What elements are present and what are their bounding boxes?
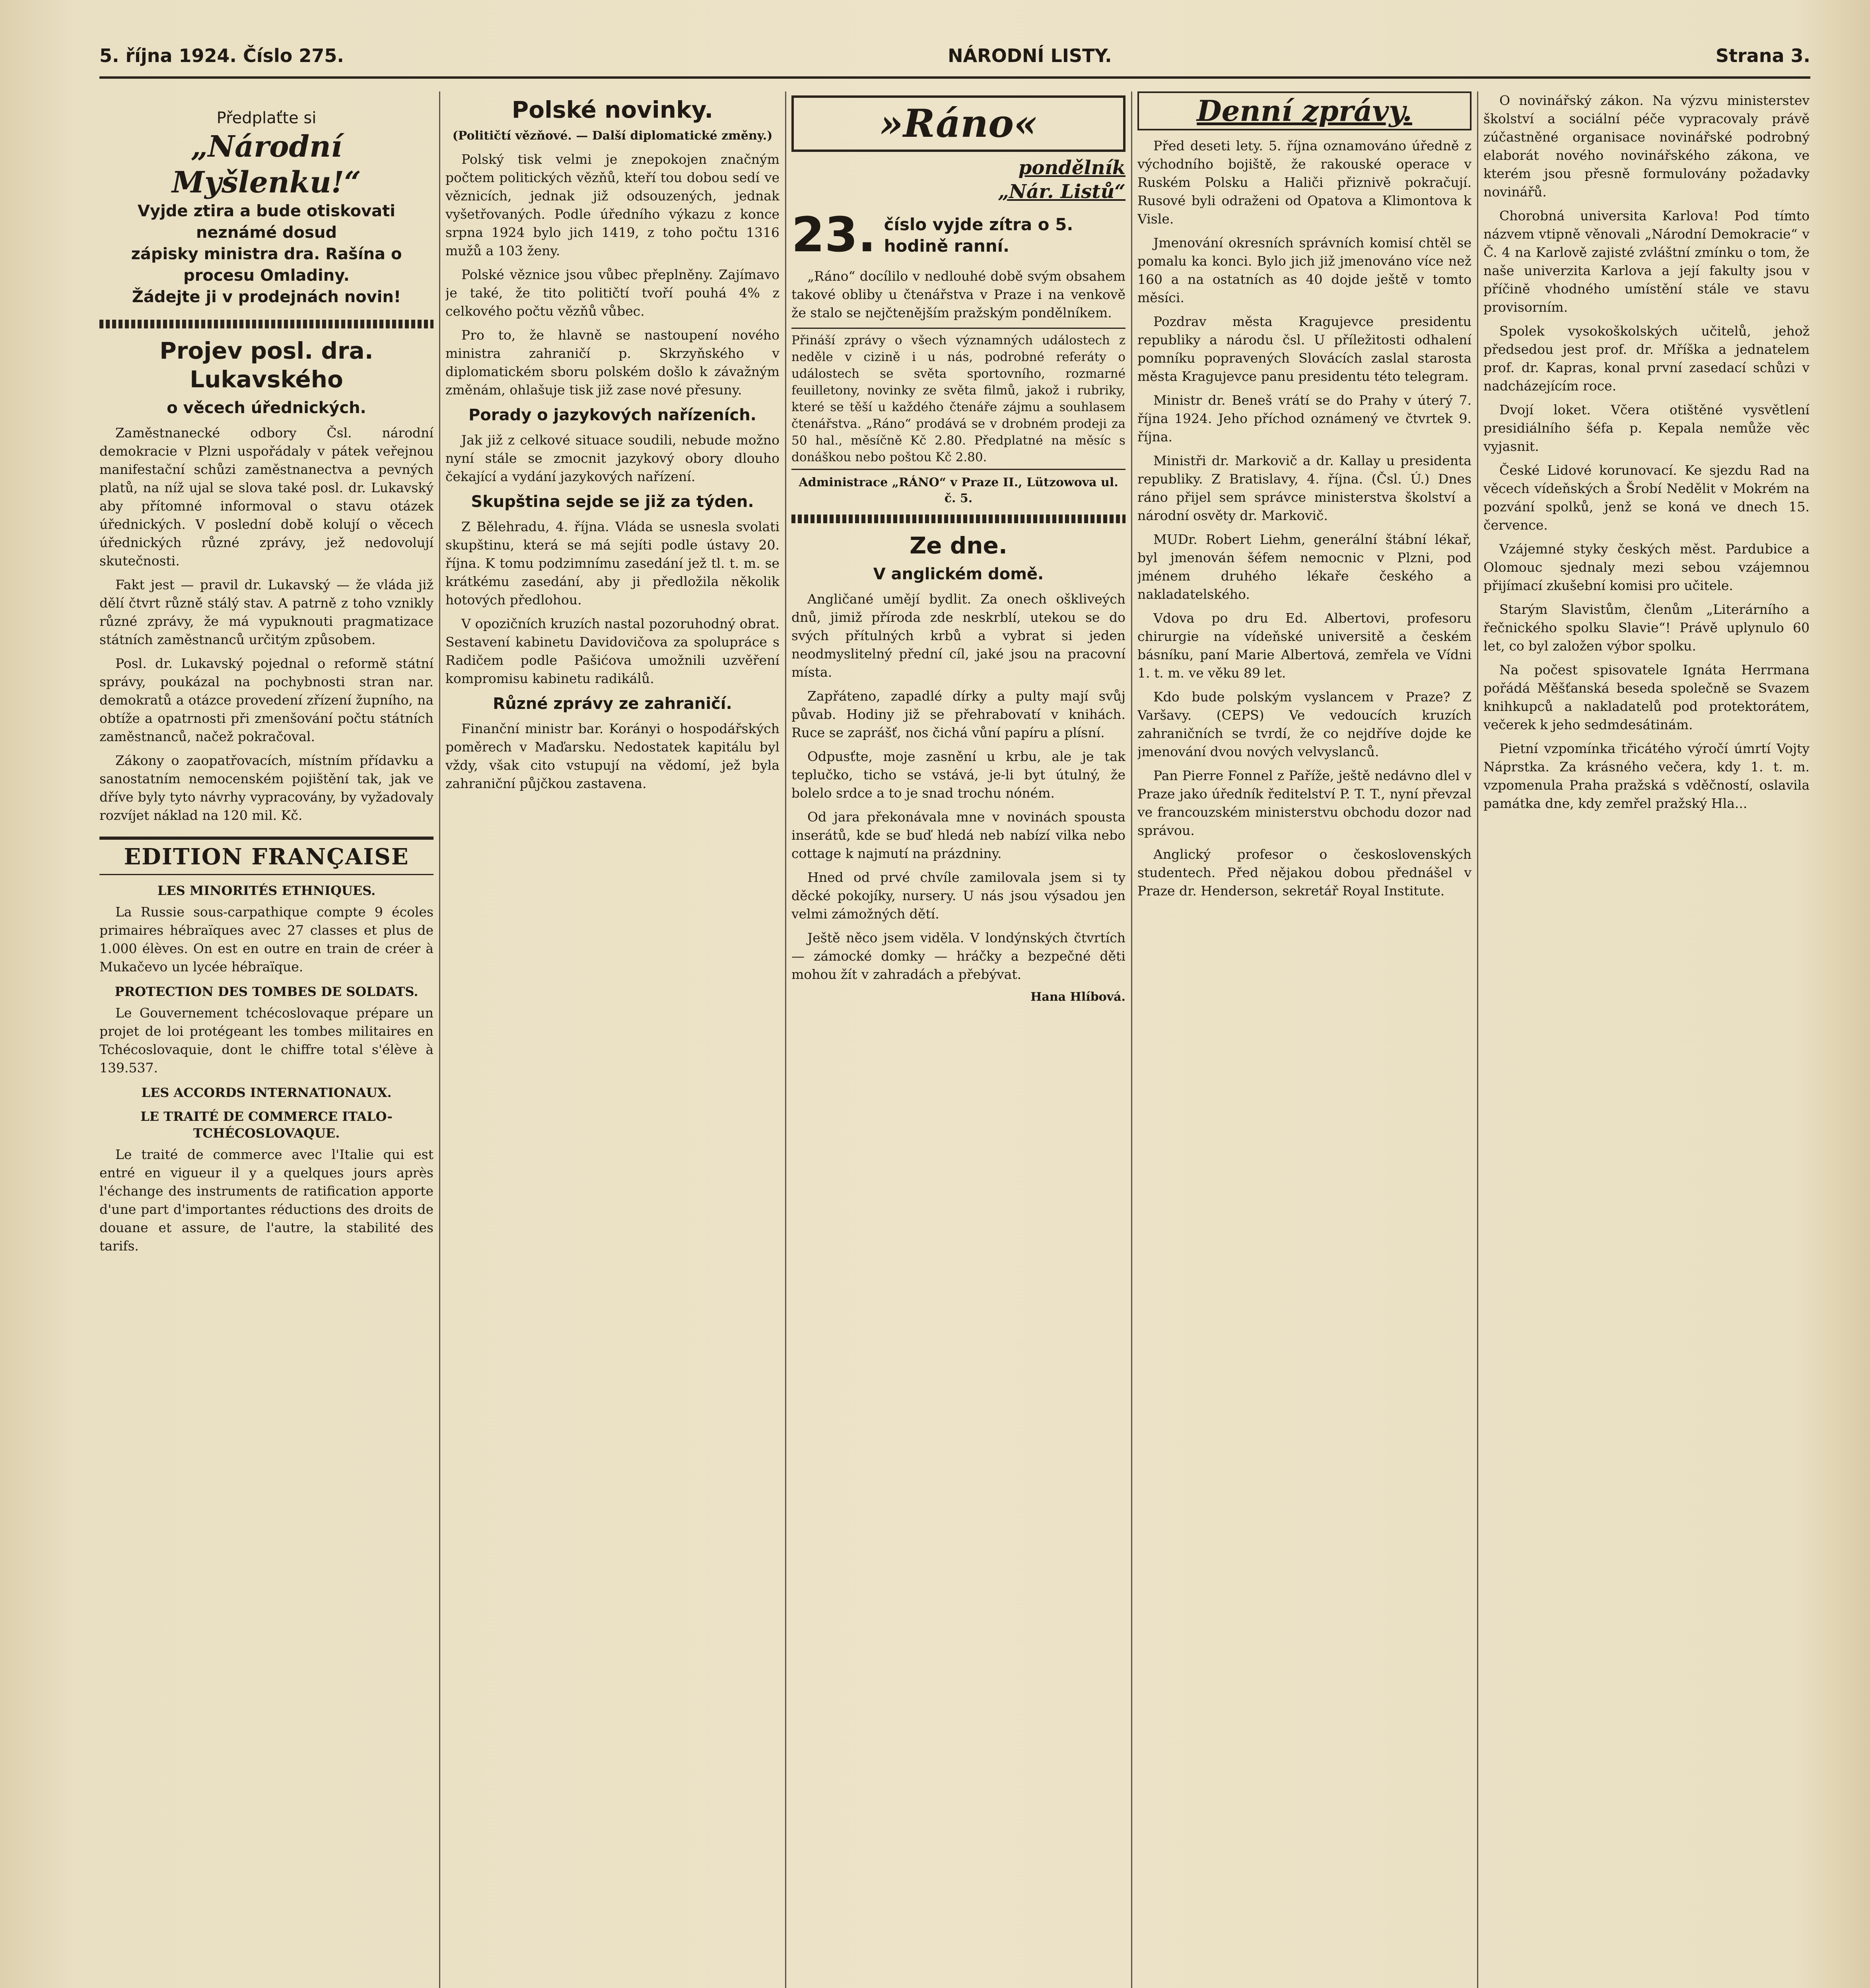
news-item: Vdova po dru Ed. Albertovi, profesoru chirurgie na vídeňské universitě a českém básníku, paní Marie Albertová, zemřela ve Vídni 1. t. m. ve věku 89 let. [1137, 610, 1472, 681]
column-3 [791, 91, 1125, 1011]
column-divider [1131, 91, 1132, 1988]
french-paragraph: Le traité de commerce avec l'Italie qui est entré en vigueur il y a quelques jours après l'échange des instruments de ratification apporte d'une part d'importantes réductions des droits de douane et assure, de l'autre, la stabilité des tarifs. [99, 1147, 433, 1254]
article-paragraph: Polský tisk velmi je znepokojen značným počtem politických vězňů, kteří tou dobou sedí ve věznicích, jednak již odsouzených, jednak vyšetřovaných. Podle úředního výkazu z konce srpna 1924 bylo jich 1419, z toho počtu 1316 mužů a 103 ženy. [445, 151, 779, 258]
article-signature: Hana Hlíbová. [1030, 990, 1125, 1004]
rano-administration: Administrace „RÁNO“ v Praze II., Lützowova ul. č. 5. [799, 476, 1118, 505]
french-subheading: PROTECTION DES TOMBES DE SOLDATS. [115, 984, 418, 999]
article-paragraph: Hned od prvé chvíle zamilovala jsem si ty děcké pokojíky, nursery. U nás jsou výsadou jen velmi zámožných dětí. [791, 870, 1125, 922]
french-subheading: LES ACCORDS INTERNATIONAUX. [141, 1085, 392, 1100]
issue-date: 5. října 1924. Číslo 275. [99, 45, 344, 66]
column-5 [1483, 91, 1810, 818]
article-paragraph: Fakt jest — pravil dr. Lukavský — že vláda již dělí čtvrt různě stálý stav. A patrně z toho vznikly různé zprávy, že má vypuknouti pragmatizace státních zaměstnanců určitým způsobem. [99, 577, 433, 647]
french-paragraph: La Russie sous-carpathique compte 9 écoles primaires hébraïques avec 27 classes et plus de 1.000 élèves. On est en outre en train de créer à Mukačevo un lycée hébraïque. [99, 904, 433, 975]
rano-subtitle: pondělník [1018, 157, 1125, 179]
rano-subtitle: „Nár. Listů“ [998, 181, 1125, 203]
article-paragraph: V opozičních kruzích nastal pozoruhodný obrat. Sestavení kabinetu Davidovičova za spolupráce s Radičem podle Pašićova umožnili uzvěření kompromisu kabinetu radikálů. [445, 616, 779, 686]
news-item: Pietní vzpomínka třicátého výročí úmrtí Vojty Náprstka. Za krásného večera, kdy 1. t. m. vzpomenula Praha pražská s vděčností, oslavila památka dne, kdy zemřel pražský Hla... [1483, 741, 1810, 811]
article-headline: Různé zprávy ze zahraničí. [493, 695, 732, 713]
article-subhead: V anglickém domě. [873, 565, 1044, 583]
news-item: Pozdrav města Kragujevce presidentu republiky a národu čsl. U příležitosti odhalení pomníku popravených Slovácích zaslal starosta města Kragujevce panu presidentu této telegram. [1137, 314, 1472, 384]
ad-line: Žádejte ji v prodejnách novin! [132, 288, 401, 306]
article-headline: Ze dne. [910, 532, 1007, 559]
article-paragraph: Z Bělehradu, 4. října. Vláda se usnesla svolati skupštinu, která se má sejíti podle ústavy 20. října. K tomu podzimnímu zasedání jež tl. t. m. se krátkému zasedání, aby ji předložila několik hotových předlohou. [445, 519, 779, 608]
news-item: Dvojí loket. Včera otištěné vysvětlení presidiálního šéfa p. Kepala nemůže věc vyjasnit. [1483, 402, 1810, 454]
section-divider [791, 514, 1125, 523]
rano-info-box [791, 328, 1125, 470]
news-item: Pan Pierre Fonnel z Paříže, ještě nedávno dlel v Praze jako úředník ředitelství P. T. T., nyní převzal ve francouzském ministerstvu obchodu dozor nad správou. [1137, 768, 1472, 838]
column-divider [1477, 91, 1478, 1988]
article-paragraph: Odpusťte, moje zasnění u krbu, ale je tak teplučko, ticho se vstává, je-li byt útulný, že bolelo srdce a to je snad trochu nóném. [791, 749, 1125, 801]
column-divider [785, 91, 786, 1988]
article-paragraph: Polské věznice jsou vůbec přeplněny. Zajímavo je také, že tito političtí tvoří pouhá 4% z celkového počtu vězňů vůbec. [445, 267, 779, 319]
news-item: Spolek vysokoškolských učitelů, jehož předsedou jest prof. dr. Mříška a jednatelem prof. dr. Kapras, konal první zasedací schůzi v nadcházejícím roce. [1483, 323, 1810, 394]
article-paragraph: „Ráno“ docílilo v nedlouhé době svým obsahem takové obliby u čtenářstva v Praze i na venkově že stalo se nejčtenějším pražským pondělníkem. [791, 268, 1125, 320]
news-item: MUDr. Robert Liehm, generální štábní lékař, byl jmenován šéfem nemocnic v Plzni, pod jménem druhého lékaře českého a nakladatelského. [1137, 532, 1472, 602]
article-paragraph: Posl. dr. Lukavský pojednal o reformě státní správy, poukázal na pochybnosti stran nar. demokratů a otázce provedení zřízení župního, na obtíže a opatrnosti při zmenšování počtu státních zaměstnanců, načež pokračoval. [99, 656, 433, 744]
column-2 [445, 91, 779, 798]
news-item: Chorobná universita Karlova! Pod tímto názvem vtipně věnovali „Národní Demokracie“ v Č. 4 na Karlově zajisté zvláštní zmínku o tom, že naše univerzita Karlova a její fakulty jsou v příčině vhodného umístění stále ve stavu provisorním. [1483, 208, 1810, 315]
news-item: Na počest spisovatele Ignáta Herrmana pořádá Měšťanská beseda společně se Svazem knihkupců a nakladatelů pod protektorátem, večerek k jeho sedmdesátinám. [1483, 662, 1810, 732]
advert-narodni-myslenka [99, 107, 433, 308]
news-item: Před deseti lety. 5. října oznamováno úředně z východního bojiště, že rakouské operace v Ruském Polsku a Haliči přiznivě pokračují. Rusové byli odraženi od Opatova a Klimontova k Visle. [1137, 138, 1472, 227]
french-paragraph: Le Gouvernement tchécoslovaque prépare un projet de loi protégeant les tombes militaires en Tchécoslovaquie, dont le chiffre total s'élève à 139.537. [99, 1005, 433, 1076]
page-number: Strana 3. [1715, 45, 1810, 66]
section-title: Denní zprávy. [1137, 91, 1472, 130]
article-headline: Skupština sejde se již za týden. [471, 493, 754, 511]
rano-issue-announcement [791, 208, 1125, 263]
news-item: Anglický profesor o československých studentech. Před nějakou dobou přednášel v Praze dr. Henderson, sekretář Royal Institute. [1137, 846, 1472, 899]
ad-title: „Národní Myšlenku!“ [172, 130, 361, 200]
news-item: O novinářský zákon. Na výzvu ministerstev školství a sociální péče vypracovaly právě zúčastněné organisace novinářské podrobný elaborát nového novinářského zákona, ve kterém jsou přesně formulovány požadavky novinářů. [1483, 93, 1810, 200]
ad-line: zápisky ministra dra. Rašína o procesu Omladiny. [131, 245, 402, 285]
column-4 [1137, 91, 1472, 906]
news-item: Starým Slavistům, členům „Literárního a řečnického spolku Slavie“! Právě uplynulo 60 let, co byl založen výbor spolku. [1483, 602, 1810, 654]
article-paragraph: Zaměstnanecké odbory Čsl. národní demokracie v Plzni uspořádaly v pátek veřejnou manifestační schůzi zaměstnanectva a pevných platů, na níž ujal se slova také posl. dr. Lukavský aby přítomné informoval o stavu otázek úřednických. V poslední době kolují o věcech úřednických různé zprávy, jež nedovolují skutečnosti. [99, 425, 433, 569]
article-paragraph: Ještě něco jsem viděla. V londýnských čtvrtích — zámocké domky — hráčky a bezpečné děti mohou žít v zahradách a přebývat. [791, 930, 1125, 982]
news-item: Kdo bude polským vyslancem v Praze? Z Varšavy. (CEPS) Ve vedoucích kruzích zahraničních se tvrdí, že co nejdříve dojde ke jmenování dvou nových velvyslanců. [1137, 689, 1472, 759]
french-subheading: LE TRAITÉ DE COMMERCE ITALO-TCHÉCOSLOVAQUE. [140, 1109, 393, 1141]
news-item: České Lidové korunovací. Ke sjezdu Rad na věcech vídeňských a Šrobí Nedělit v Mokrém na pozvání spolků, jenž se koná ve dnech 15. července. [1483, 462, 1810, 533]
box-text: Přináší zprávy o všech významných událostech z neděle v cizině i u nás, podrobné referáty o událostech se světa sportovního, rozmarné feuilletony, novinky ze světa filmů, jakož i rubriky, které se těší u každého čtenáře zájmu a souhlasem čtenářstva. „Ráno“ prodává se v drobném prodeji za 50 hal., měsíčně Kč 2.80. Předplatné na měsíc s donáškou nebo poštou Kč 2.80. [791, 333, 1125, 464]
column-divider [439, 91, 440, 1988]
article-paragraph: Pro to, že hlavně se nastoupení nového ministra zahraničí p. Skrzyňského v diplomatickém sboru polském došlo k závažným změnám, ohlašuje tisk již zase nové přesuny. [445, 327, 779, 398]
issue-text: číslo vyjde zítra o 5. hodině ranní. [884, 215, 1073, 256]
ad-line: Vyjde ztira a bude otiskovati neznámé dosud [138, 202, 395, 242]
edition-francaise-heading: EDITION FRANÇAISE [99, 837, 433, 875]
article-paragraph: Zapřáteno, zapadlé dírky a pulty mají svůj půvab. Hodiny již se přehrabovatí v knihách. Ruce se zaprášť, nos čichá vůní papíru a plísní. [791, 688, 1125, 740]
article-subhead: o věcech úřednických. [167, 399, 366, 417]
article-headline: Projev posl. dra. Lukavského [159, 337, 373, 393]
article-paragraph: Od jara překonávala mne v novinách spousta inserátů, kde se buď hledá neb nabízí vilka nebo cottage k najmutí na prázdniny. [791, 809, 1125, 861]
article-paragraph: Zákony o zaopatřovacích, místním přídavku a sanostatním nemocenském pojištění tak, jak ve dříve byly tyto návrhy vypracovány, by vyžadovaly rozvíjet náklad na 120 mil. Kč. [99, 753, 433, 823]
header-rule [99, 76, 1810, 79]
article-headline: Polské novinky. [511, 96, 713, 123]
article-note: (Političtí vězňové. — Další diplomatické změny.) [452, 129, 773, 143]
news-item: Ministr dr. Beneš vrátí se do Prahy v úterý 7. října 1924. Jeho příchod oznámený ve čtvrtek 9. října. [1137, 392, 1472, 445]
article-paragraph: Angličané umějí bydlit. Za onech oškliveých dnů, jimiž příroda zde neskrblí, utekou se do svých přítulných krbů a vybrat si jeden neodmyslitelný přední cíl, jaké jsou na pracovní místa. [791, 591, 1125, 680]
news-item: Ministři dr. Markovič a dr. Kallay u presidenta republiky. Z Bratislavy, 4. října. (Čsl. Ú.) Dnes ráno přijel sem správce ministerstva školství a národní osvěty dr. Markovič. [1137, 453, 1472, 523]
issue-number: 23. [791, 208, 876, 263]
french-subheading: LES MINORITÉS ETHNIQUES. [157, 883, 376, 898]
section-divider [99, 320, 433, 328]
page-header [99, 38, 1810, 74]
article-paragraph: Finanční ministr bar. Korányi o hospodářských poměrech v Maďarsku. Nedostatek kapitálu byl vždy, však cito vstupují na vědomí, jež byla zahraniční půjčkou zastavena. [445, 721, 779, 791]
news-item: Vzájemné styky českých měst. Pardubice a Olomouc sjednaly mezi sebou vzájemnou přijímací zkušební komisi pro učitele. [1483, 541, 1810, 593]
masthead: NÁRODNÍ LISTY. [948, 45, 1112, 66]
news-item: Jmenování okresních správních komisí chtěl se pomalu ka konci. Bylo jich již jmenováno více než 160 a na ostatních as 40 dojde ještě v tomto měsíci. [1137, 235, 1472, 305]
ad-line: Předplaťte si [216, 109, 317, 127]
article-headline: Porady o jazykových nařízeních. [468, 406, 756, 424]
article-paragraph: Jak již z celkové situace soudili, nebude možno nyní stále se zmocnit jazykový obory dlouho čekající a vydání jazykových nařízení. [445, 432, 779, 484]
rano-logo: »Ráno« [791, 95, 1125, 152]
column-1 [99, 91, 433, 1261]
